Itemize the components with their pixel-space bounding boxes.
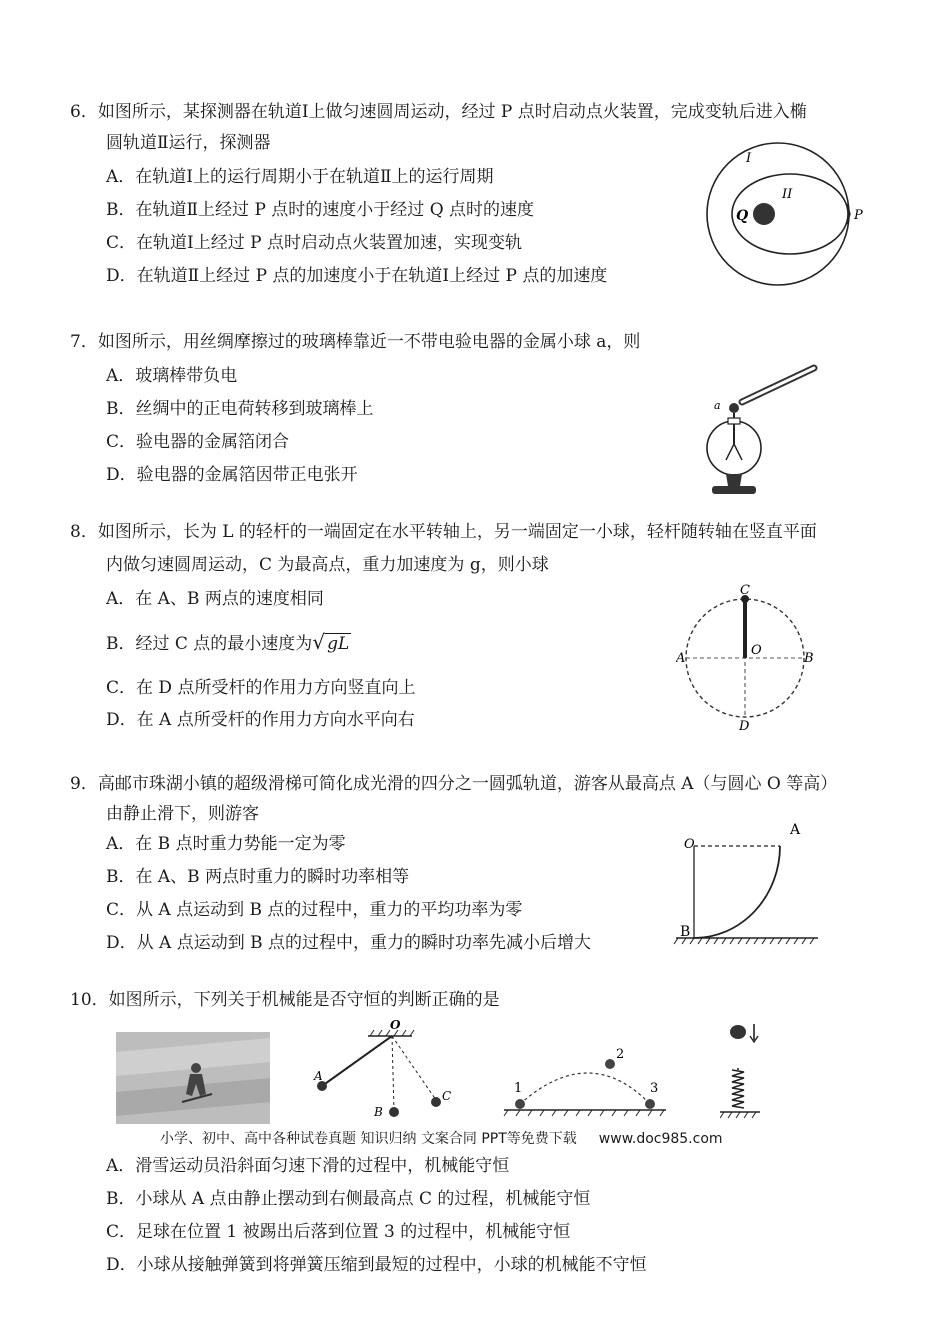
pivot-o-label: O	[390, 1018, 401, 1032]
q10-option-a: A．滑雪运动员沿斜面匀速下滑的过程中，机械能守恒	[106, 1156, 510, 1176]
q6-option-b: B．在轨道Ⅱ上经过 P 点时的速度小于经过 Q 点时的速度	[106, 200, 535, 220]
q10-option-c: C．足球在位置 1 被踢出后落到位置 3 的过程中，机械能守恒	[106, 1222, 571, 1242]
point-o-label: O	[751, 643, 762, 658]
ball-b	[389, 1107, 399, 1117]
q6-orbit-figure	[684, 140, 874, 290]
orbit-1-label: I	[746, 151, 752, 166]
q10-stem: 10．如图所示，下列关于机械能是否守恒的判断正确的是	[70, 990, 500, 1010]
orbit-2-ellipse	[732, 174, 848, 254]
watermark-url[interactable]: www.doc985.com	[598, 1131, 723, 1147]
position-2-label: 2	[616, 1047, 625, 1062]
point-q-label: Q	[736, 208, 749, 224]
string-a	[322, 1036, 392, 1086]
ball-position-1	[515, 1099, 525, 1109]
position-3-label: 3	[650, 1081, 659, 1096]
q6-stem-line2: 圆轨道Ⅱ运行，探测器	[106, 133, 271, 153]
leaf-left	[726, 444, 734, 460]
arc-track	[694, 846, 780, 938]
point-d-label: D	[739, 719, 750, 732]
q9-option-c: C．从 A 点运动到 B 点的过程中，重力的平均功率为零	[106, 900, 523, 920]
ball-c	[431, 1097, 441, 1107]
q10-option-b: B．小球从 A 点由静止摆动到右侧最高点 C 的过程，机械能守恒	[106, 1189, 591, 1209]
q9-stem-line2: 由静止滑下，则游客	[106, 804, 259, 824]
q9-stem-line1: 9．高邮市珠湖小镇的超级滑梯可简化成光滑的四分之一圆弧轨道，游客从最高点 A（与圆心 O 等高）	[70, 774, 838, 794]
point-a-label: A	[790, 822, 801, 838]
q7-option-c: C．验电器的金属箔闭合	[106, 432, 290, 452]
spring	[732, 1070, 744, 1108]
q6-stem-line1: 6．如图所示，某探测器在轨道Ⅰ上做匀速圆周运动，经过 P 点时启动点火装置，完成变轨后进入椭	[70, 102, 807, 122]
ball-position-2	[605, 1059, 615, 1069]
ball-position-3	[645, 1099, 655, 1109]
point-p-label: P	[854, 208, 863, 223]
metal-ball	[729, 403, 739, 413]
q8-stem-line1: 8．如图所示，长为 L 的轻杆的一端固定在水平转轴上，另一端固定一小球，轻杆随转轴在竖直平面	[70, 522, 817, 542]
q9-option-b: B．在 A、B 两点时重力的瞬时功率相等	[106, 867, 410, 887]
q7-option-b: B．丝绸中的正电荷转移到玻璃棒上	[106, 399, 374, 419]
orbit-2-label: II	[782, 187, 793, 202]
q8-option-c: C．在 D 点所受杆的作用力方向竖直向上	[106, 678, 416, 698]
q6-option-c: C．在轨道Ⅰ上经过 P 点时启动点火装置加速，实现变轨	[106, 233, 522, 253]
q8-option-d: D．在 A 点所受杆的作用力方向水平向右	[106, 710, 415, 730]
q8-option-b	[106, 631, 351, 655]
trajectory	[520, 1073, 650, 1104]
base	[712, 486, 756, 494]
q8-option-b-text: B．经过 C 点的最小速度为	[106, 634, 313, 654]
watermark	[160, 1128, 723, 1148]
sqrt-expression: gL	[327, 634, 350, 654]
point-b-label: B	[374, 1105, 383, 1119]
watermark-text: 小学、初中、高中各种试卷真题 知识归纳 文案合同 PPT等免费下载	[160, 1131, 577, 1147]
q8-stem-line2: 内做匀速圆周运动，C 为最高点，重力加速度为 g，则小球	[106, 555, 549, 575]
sqrt-symbol: √	[312, 630, 326, 654]
q7-stem: 7．如图所示，用丝绸摩擦过的玻璃棒靠近一不带电验电器的金属小球 a，则	[70, 332, 641, 352]
q9-slide-figure	[672, 816, 822, 950]
q6-option-a: A．在轨道Ⅰ上的运行周期小于在轨道Ⅱ上的运行周期	[106, 167, 494, 187]
ball-label: a	[714, 399, 721, 412]
point-b-label: B	[804, 651, 814, 666]
q10-option-d: D．小球从接触弹簧到将弹簧压缩到最短的过程中，小球的机械能不守恒	[106, 1255, 647, 1275]
point-o-label: O	[684, 837, 695, 852]
point-a-label: A	[676, 651, 686, 666]
point-a-label: A	[314, 1069, 323, 1083]
q10-football-figure	[500, 1040, 670, 1120]
orbit-1-circle	[707, 143, 849, 285]
q9-option-d: D．从 A 点运动到 B 点的过程中，重力的瞬时功率先减小后增大	[106, 933, 592, 953]
q8-option-a: A．在 A、B 两点的速度相同	[106, 589, 324, 609]
point-b-label: B	[680, 924, 691, 940]
skier-photo	[116, 1032, 270, 1124]
q7-electroscope-figure	[690, 362, 820, 502]
position-1-label: 1	[514, 1081, 523, 1096]
q6-option-d: D．在轨道Ⅱ上经过 P 点的加速度小于在轨道Ⅰ上经过 P 点的加速度	[106, 266, 608, 286]
q8-circle-figure	[676, 582, 826, 732]
q10-pendulum-figure	[300, 1018, 470, 1130]
q7-option-d: D．验电器的金属箔因带正电张开	[106, 465, 358, 485]
falling-ball	[730, 1025, 746, 1039]
planet	[753, 203, 775, 225]
q9-option-a: A．在 B 点时重力势能一定为零	[106, 834, 346, 854]
point-c-label: C	[740, 583, 750, 598]
q7-option-a: A．玻璃棒带负电	[106, 366, 238, 386]
q10-spring-figure	[720, 1020, 770, 1130]
point-c-label: C	[442, 1089, 452, 1103]
leaf-right	[734, 444, 742, 460]
